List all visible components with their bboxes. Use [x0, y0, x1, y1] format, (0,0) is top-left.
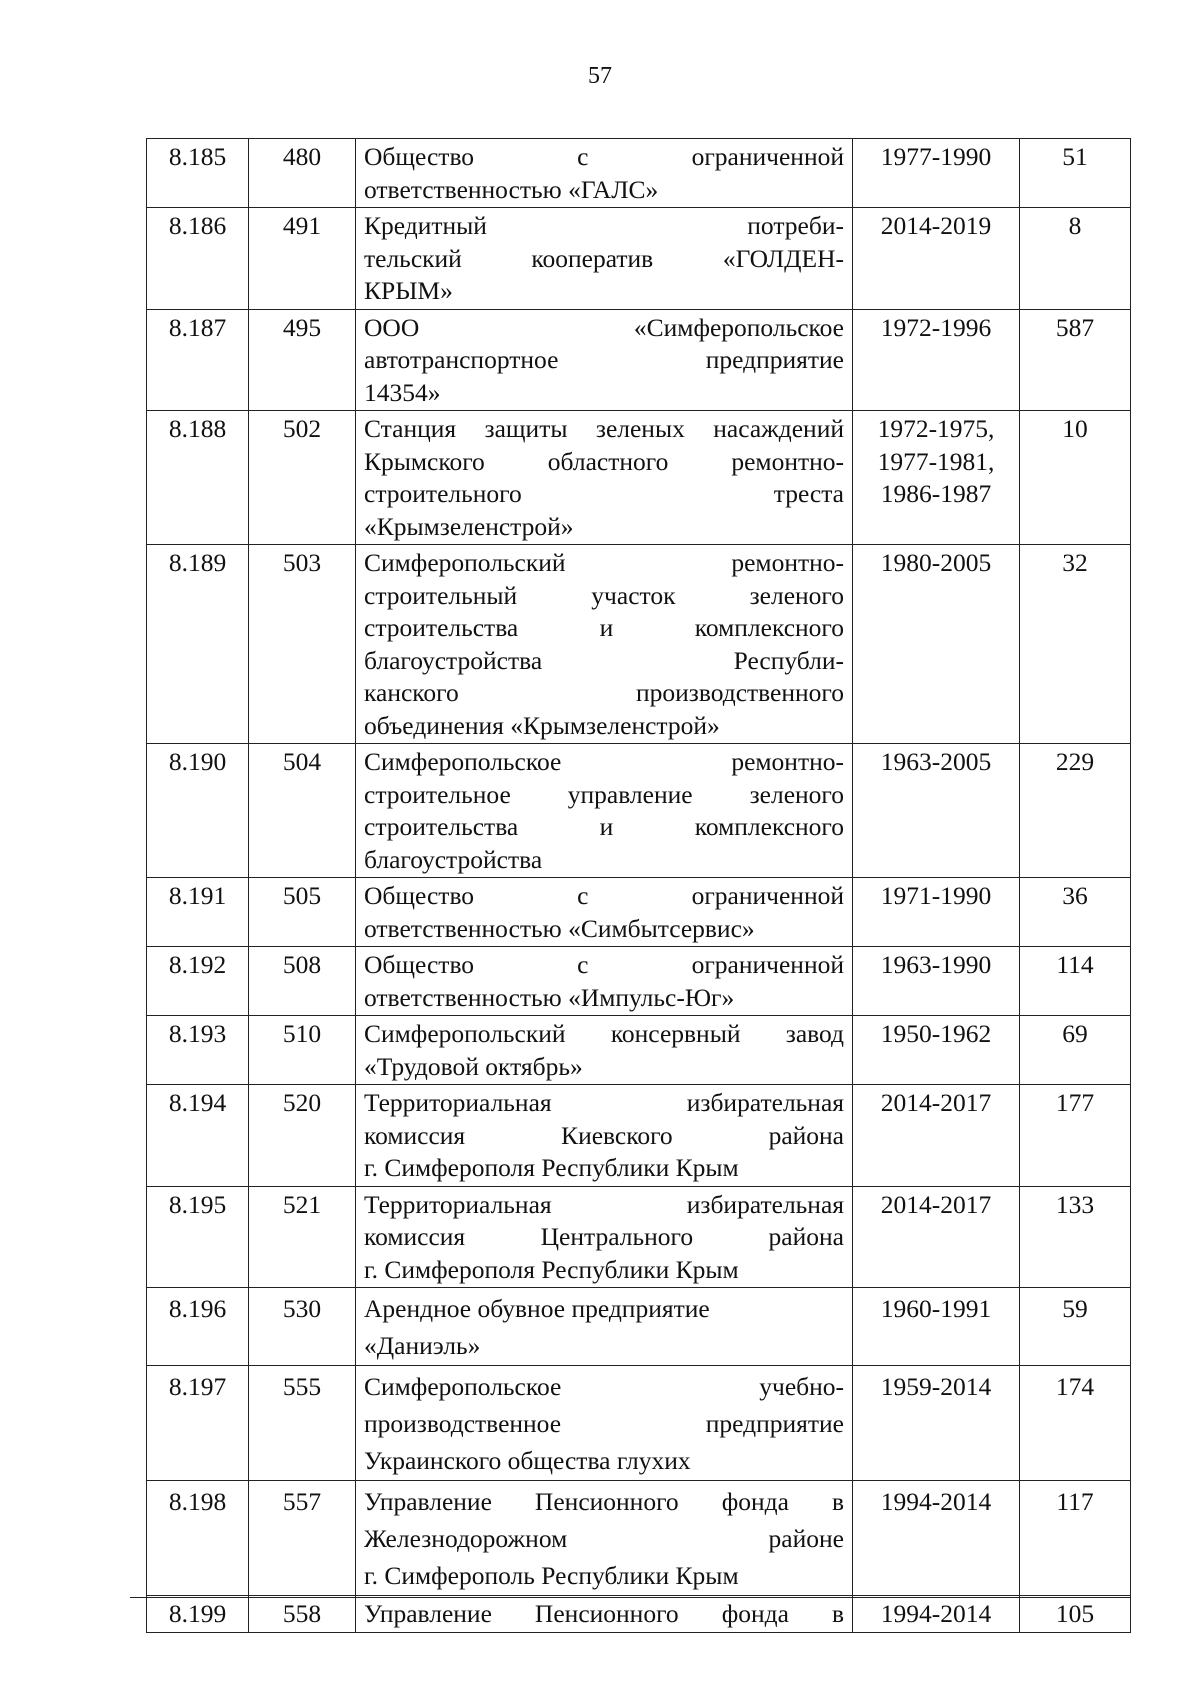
organization-name-line: Станция защиты зеленых насаждений — [364, 414, 844, 443]
organization-name-cell — [356, 1186, 853, 1288]
date-range-cell — [853, 1366, 1020, 1481]
item-number-cell: 8.185 — [147, 139, 249, 208]
date-range-cell — [853, 411, 1020, 545]
item-number-cell: 8.189 — [147, 545, 249, 744]
organization-name-line: г. Симферополя Республики Крым — [364, 1153, 739, 1182]
file-count-cell: 59 — [1020, 1288, 1131, 1366]
organization-name-line: Симферопольский консервный завод — [364, 1019, 844, 1048]
organization-name-cell — [356, 1288, 853, 1366]
organization-name-cell — [356, 309, 853, 411]
fund-number-cell: 480 — [249, 139, 356, 208]
table-row — [147, 411, 1131, 545]
registry-table-body — [147, 139, 1131, 1633]
date-range-cell — [853, 878, 1020, 947]
date-range-line: 1972-1975, — [877, 414, 995, 443]
date-range-cell — [853, 309, 1020, 411]
organization-name-line: КРЫМ» — [364, 276, 453, 305]
date-range-line: 1959-2014 — [880, 1372, 992, 1401]
table-row — [147, 545, 1131, 744]
organization-name-line: Общество с ограниченной — [364, 950, 844, 979]
fund-number-cell: 503 — [249, 545, 356, 744]
table-row — [147, 139, 1131, 208]
table-row — [147, 1186, 1131, 1288]
file-count-cell: 174 — [1020, 1366, 1131, 1481]
date-range-line: 1963-2005 — [880, 747, 992, 776]
item-number-cell: 8.197 — [147, 1366, 249, 1481]
organization-name-line: Симферопольское ремонтно- — [364, 747, 844, 776]
fund-number-cell: 510 — [249, 1016, 356, 1085]
organization-name-line: ответственностью «Симбытсервис» — [364, 913, 755, 943]
organization-name-line: Территориальная избирательная — [364, 1088, 844, 1117]
organization-name-line: 14354» — [364, 377, 441, 407]
date-range-line: 1971-1990 — [880, 881, 992, 910]
item-number-cell: 8.187 — [147, 309, 249, 411]
item-number-cell: 8.188 — [147, 411, 249, 545]
organization-name-cell — [356, 411, 853, 545]
organization-name-line: строительства и комплексного — [364, 613, 844, 642]
file-count-cell: 177 — [1020, 1085, 1131, 1187]
date-range-cell — [853, 744, 1020, 878]
organization-name-line: производственное предприятие — [364, 1409, 844, 1438]
date-range-cell — [853, 1016, 1020, 1085]
file-count-cell: 114 — [1020, 947, 1131, 1016]
organization-name-line: Управление Пенсионного фонда в — [364, 1487, 844, 1516]
organization-name-line: г. Симферополь Республики Крым — [364, 1561, 739, 1590]
table-row — [147, 1596, 1131, 1633]
date-range-line: 1977-1990 — [880, 142, 992, 171]
date-range-line: 1977-1981, — [877, 446, 995, 476]
table-row — [147, 1481, 1131, 1596]
table-row — [147, 1288, 1131, 1366]
organization-name-line: строительного треста — [364, 479, 844, 508]
date-range-cell — [853, 1596, 1020, 1633]
item-number-cell: 8.192 — [147, 947, 249, 1016]
organization-name-cell — [356, 878, 853, 947]
date-range-line: 1972-1996 — [880, 312, 992, 342]
organization-name-line: объединения «Крымзеленстрой» — [364, 710, 720, 740]
fund-number-cell: 555 — [249, 1366, 356, 1481]
organization-name-cell — [356, 947, 853, 1016]
organization-name-line: Железнодорожном районе — [364, 1524, 844, 1553]
table-row — [147, 947, 1131, 1016]
date-range-line: 1950-1962 — [880, 1019, 992, 1048]
date-range-line: 1994-2014 — [880, 1487, 992, 1516]
date-range-line: 1986-1987 — [880, 479, 992, 508]
fund-number-cell: 520 — [249, 1085, 356, 1187]
organization-name-line: строительный участок зеленого — [364, 580, 844, 610]
date-range-line: 2014-2017 — [880, 1189, 992, 1219]
file-count-cell: 36 — [1020, 878, 1131, 947]
organization-name-line: Управление Пенсионного фонда в — [364, 1599, 844, 1628]
organization-name-line: строительства и комплексного — [364, 812, 844, 841]
fund-number-cell: 504 — [249, 744, 356, 878]
organization-name-line: комиссия Центрального района — [364, 1222, 844, 1251]
date-range-cell — [853, 1288, 1020, 1366]
file-count-cell: 105 — [1020, 1596, 1131, 1633]
organization-name-cell — [356, 139, 853, 208]
organization-name-line: комиссия Киевского района — [364, 1120, 844, 1150]
item-number-cell: 8.199 — [147, 1596, 249, 1633]
file-count-cell: 69 — [1020, 1016, 1131, 1085]
item-number-cell: 8.186 — [147, 208, 249, 310]
date-range-line: 1980-2005 — [880, 548, 992, 577]
organization-name-line: ответственностью «Импульс-Юг» — [364, 982, 735, 1012]
date-range-line: 1994-2014 — [880, 1599, 992, 1628]
table-row — [147, 1085, 1131, 1187]
table-row — [147, 1016, 1131, 1085]
fund-number-cell: 521 — [249, 1186, 356, 1288]
organization-name-line: канского производственного — [364, 678, 844, 707]
fund-number-cell: 530 — [249, 1288, 356, 1366]
file-count-cell: 117 — [1020, 1481, 1131, 1596]
organization-name-cell — [356, 545, 853, 744]
file-count-cell: 133 — [1020, 1186, 1131, 1288]
item-number-cell: 8.198 — [147, 1481, 249, 1596]
organization-name-line: «Крымзеленстрой» — [364, 511, 574, 541]
bottom-rule — [130, 1597, 1130, 1598]
fund-number-cell: 558 — [249, 1596, 356, 1633]
organization-name-cell — [356, 744, 853, 878]
organization-name-cell — [356, 1366, 853, 1481]
organization-name-line: Крымского областного ремонтно- — [364, 446, 844, 476]
registry-table — [146, 138, 1131, 1633]
file-count-cell: 587 — [1020, 309, 1131, 411]
organization-name-line: Общество с ограниченной — [364, 142, 844, 171]
organization-name-line: тельский кооператив «ГОЛДЕН- — [364, 243, 844, 273]
organization-name-line: благоустройства — [364, 844, 543, 874]
organization-name-line: автотранспортное предприятие — [364, 345, 844, 374]
date-range-line: 1963-1990 — [880, 950, 992, 979]
organization-name-line: Симферопольское учебно- — [364, 1372, 844, 1401]
page-number: 57 — [588, 63, 612, 89]
date-range-line: 1960-1991 — [880, 1294, 992, 1323]
organization-name-line: г. Симферополя Республики Крым — [364, 1254, 739, 1284]
organization-name-line: ООО «Симферопольское — [364, 312, 844, 342]
fund-number-cell: 508 — [249, 947, 356, 1016]
organization-name-line: ответственностью «ГАЛС» — [364, 174, 659, 204]
item-number-cell: 8.195 — [147, 1186, 249, 1288]
organization-name-cell — [356, 1596, 853, 1633]
organization-name-line: «Трудовой октябрь» — [364, 1051, 583, 1081]
fund-number-cell: 491 — [249, 208, 356, 310]
date-range-cell — [853, 1186, 1020, 1288]
date-range-cell — [853, 208, 1020, 310]
fund-number-cell: 505 — [249, 878, 356, 947]
file-count-cell: 32 — [1020, 545, 1131, 744]
date-range-line: 2014-2019 — [880, 211, 992, 240]
fund-number-cell: 557 — [249, 1481, 356, 1596]
table-row — [147, 878, 1131, 947]
organization-name-cell — [356, 1016, 853, 1085]
fund-number-cell: 502 — [249, 411, 356, 545]
table-row — [147, 309, 1131, 411]
file-count-cell: 8 — [1020, 208, 1131, 310]
table-row — [147, 744, 1131, 878]
date-range-cell — [853, 1481, 1020, 1596]
organization-name-line: благоустройства Республи- — [364, 645, 844, 675]
table-row — [147, 1366, 1131, 1481]
organization-name-line: строительное управление зеленого — [364, 779, 844, 809]
date-range-cell — [853, 545, 1020, 744]
organization-name-cell — [356, 1481, 853, 1596]
organization-name-cell — [356, 1085, 853, 1187]
organization-name-line: Симферопольский ремонтно- — [364, 548, 844, 577]
item-number-cell: 8.193 — [147, 1016, 249, 1085]
item-number-cell: 8.194 — [147, 1085, 249, 1187]
organization-name-line: «Даниэль» — [364, 1331, 481, 1360]
file-count-cell: 229 — [1020, 744, 1131, 878]
organization-name-line: Арендное обувное предприятие — [364, 1294, 710, 1323]
organization-name-line: Украинского общества глухих — [364, 1446, 691, 1475]
fund-number-cell: 495 — [249, 309, 356, 411]
organization-name-line: Кредитный потреби- — [364, 211, 844, 240]
date-range-line: 2014-2017 — [880, 1088, 992, 1117]
item-number-cell: 8.190 — [147, 744, 249, 878]
organization-name-cell — [356, 208, 853, 310]
organization-name-line: Территориальная избирательная — [364, 1189, 844, 1219]
file-count-cell: 51 — [1020, 139, 1131, 208]
date-range-cell — [853, 1085, 1020, 1187]
table-row — [147, 208, 1131, 310]
file-count-cell: 10 — [1020, 411, 1131, 545]
item-number-cell: 8.196 — [147, 1288, 249, 1366]
date-range-cell — [853, 139, 1020, 208]
item-number-cell: 8.191 — [147, 878, 249, 947]
date-range-cell — [853, 947, 1020, 1016]
organization-name-line: Общество с ограниченной — [364, 881, 844, 910]
